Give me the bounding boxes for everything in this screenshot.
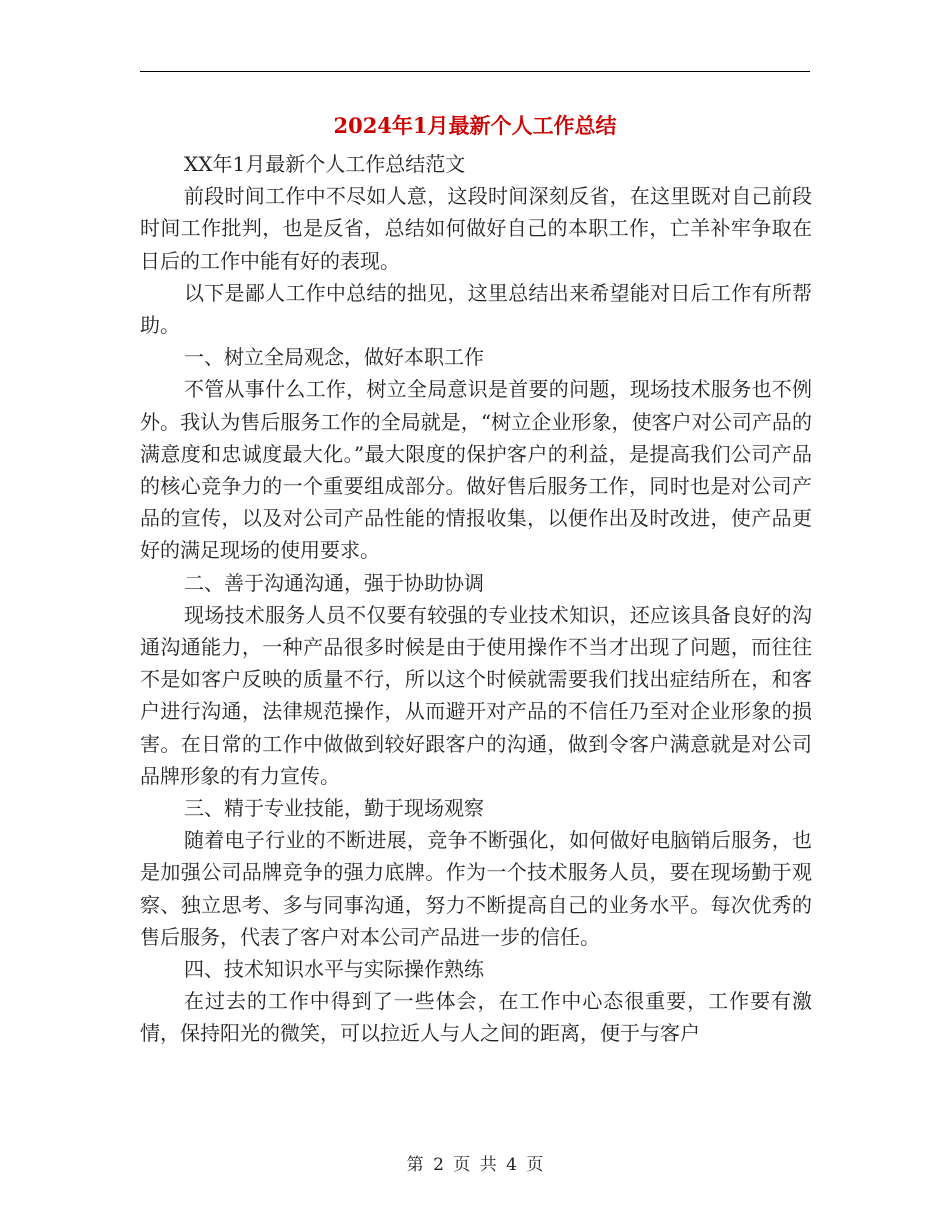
subtitle-paragraph: XX年1月最新个人工作总结范文 (184, 152, 466, 176)
header-rule (140, 71, 810, 72)
section-heading: 一、树立全局观念，做好本职工作 (184, 345, 484, 370)
section-heading: 二、善于沟通沟通，强于协助协调 (184, 570, 484, 595)
page-number-footer: 第 2 页 共 4 页 (406, 1155, 544, 1175)
body-paragraph: 前段时间工作中不尽如人意，这段时间深刻反省，在这里既对自己前段时间工作批判，也是反省，总结如何做好自己的本职工作，亡羊补牢争取在日后的工作中能有好的表现。 (140, 184, 812, 273)
body-paragraph: 随着电子行业的不断进展，竞争不断强化，如何做好电脑销后服务，也是加强公司品牌竞争的强力底牌。作为一个技术服务人员，要在现场勤于观察、独立思考、多与同事沟通，努力不断提高自己的业务水平。每次优秀的售后服务，代表了客户对本公司产品进一步的信任。 (140, 828, 812, 949)
document-title: 2024年1月最新个人工作总结 (333, 113, 617, 138)
body-paragraph: 以下是鄙人工作中总结的拙见，这里总结出来希望能对日后工作有所帮助。 (140, 280, 812, 338)
section-heading: 四、技术知识水平与实际操作熟练 (184, 957, 484, 982)
body-paragraph: 现场技术服务人员不仅要有较强的专业技术知识，还应该具备良好的沟通沟通能力，一种产品很多时候是由于使用操作不当才出现了问题，而往往不是如客户反映的质量不行，所以这个时候就需要我们找出症结所在，和客户进行沟通，法律规范操作，从而避开对产品的不信任乃至对企业形象的损害。在日常的工作中做做到较好跟客户的沟通，做到令客户满意就是对公司品牌形象的有力宣传。 (140, 602, 812, 788)
body-paragraph: 不管从事什么工作，树立全局意识是首要的问题，现场技术服务也不例外。我认为售后服务工作的全局就是，“树立企业形象，使客户对公司产品的满意度和忠诚度最大化。”最大限度的保护客户的利益，是提高我们公司产品的核心竞争力的一个重要组成部分。做好售后服务工作，同时也是对公司产品的宣传，以及对公司产品性能的情报收集，以便作出及时改进，使产品更好的满足现场的使用要求。 (140, 377, 812, 563)
document-body (140, 148, 812, 1050)
section-heading: 三、精于专业技能，勤于现场观察 (184, 796, 484, 821)
body-paragraph: 在过去的工作中得到了一些体会，在工作中心态很重要，工作要有激情，保持阳光的微笑，可以拉近人与人之间的距离，便于与客户 (140, 989, 812, 1046)
